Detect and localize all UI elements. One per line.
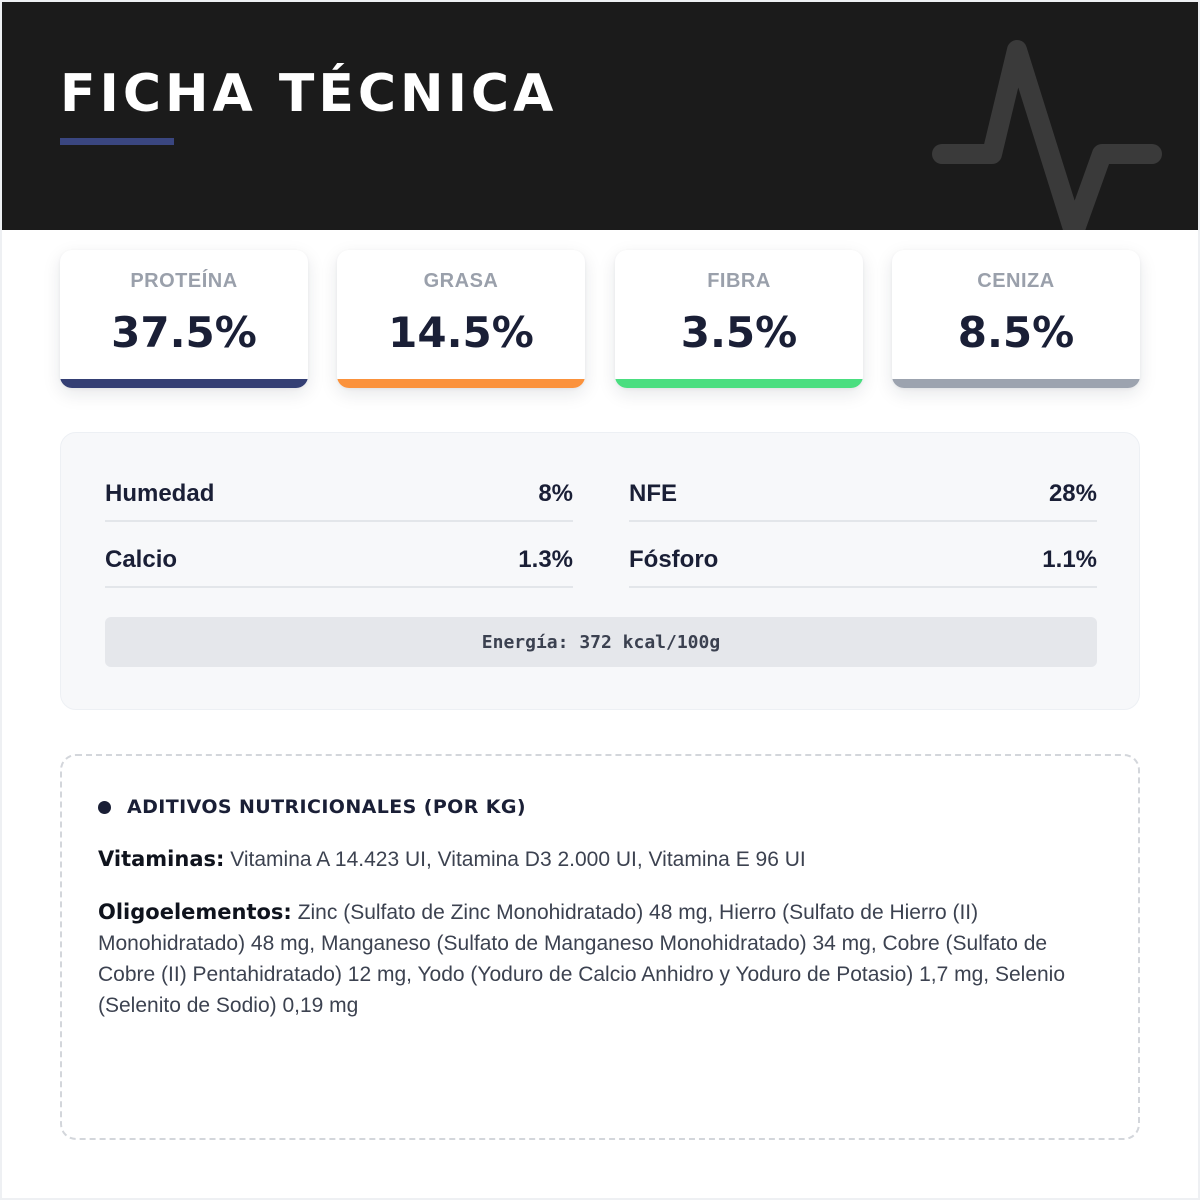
energy-badge: Energía: 372 kcal/100g [105,617,1097,667]
stat-accent-bar [60,379,308,388]
title-underline [60,138,174,145]
stat-accent-bar [892,379,1140,388]
stat-label: GRASA [423,270,499,292]
additives-heading [98,796,526,818]
page-title: FICHA TÉCNICA [60,64,558,124]
stat-accent-bar [337,379,585,388]
vitamins-paragraph [98,844,1110,875]
stat-value: 37.5% [111,308,257,357]
detail-row-fosforo [629,546,1097,588]
detail-row-nfe [629,480,1097,522]
detail-value: 28% [1048,480,1097,507]
detail-label: Calcio [105,546,178,573]
pulse-line-icon [922,22,1182,230]
stat-label: CENIZA [977,270,1055,292]
vitamins-text: Vitamina A 14.423 UI, Vitamina D3 2.000 UI, Vitamina E 96 UI [230,848,806,871]
stat-card-ceniza [892,250,1140,388]
stat-value: 8.5% [957,308,1075,357]
stat-card-fibra [615,250,863,388]
stat-label: PROTEÍNA [130,270,238,292]
stat-label: FIBRA [707,270,771,292]
stat-accent-bar [615,379,863,388]
additives-box [60,754,1140,1140]
header [2,2,1198,230]
trace-elements-label: Oligoelementos: [98,900,292,924]
detail-value: 1.3% [518,546,573,573]
detail-value: 8% [538,480,573,507]
detail-label: Humedad [105,480,215,507]
bullet-icon [98,801,111,814]
stat-value: 3.5% [680,308,798,357]
detail-row-humedad [105,480,573,522]
vitamins-label: Vitaminas: [98,847,225,871]
trace-elements-paragraph [98,897,1110,1021]
details-panel [60,432,1140,710]
detail-value: 1.1% [1042,546,1097,573]
trace-elements-text: Zinc (Sulfato de Zinc Monohidratado) 48 mg, Hierro (Sulfato de Hierro (II) Monohidratado) 48 mg, Manganeso (Sulfato de Manganeso Monohidratado) 34 mg, Cobre (Sulfato de Cobre (II) Pentahidratado) 12 mg, Yodo (Yoduro de Calcio Anhidro y Yoduro de Potasio) 1,7 mg, Selenio (Selenito de Sodio) 0,19 mg [98,901,1066,1017]
detail-label: Fósforo [629,546,719,573]
detail-label: NFE [629,480,677,507]
additives-title: ADITIVOS NUTRICIONALES (POR KG) [127,796,526,818]
stat-card-proteina [60,250,308,388]
stat-card-grasa [337,250,585,388]
detail-row-calcio [105,546,573,588]
stat-value: 14.5% [388,308,534,357]
